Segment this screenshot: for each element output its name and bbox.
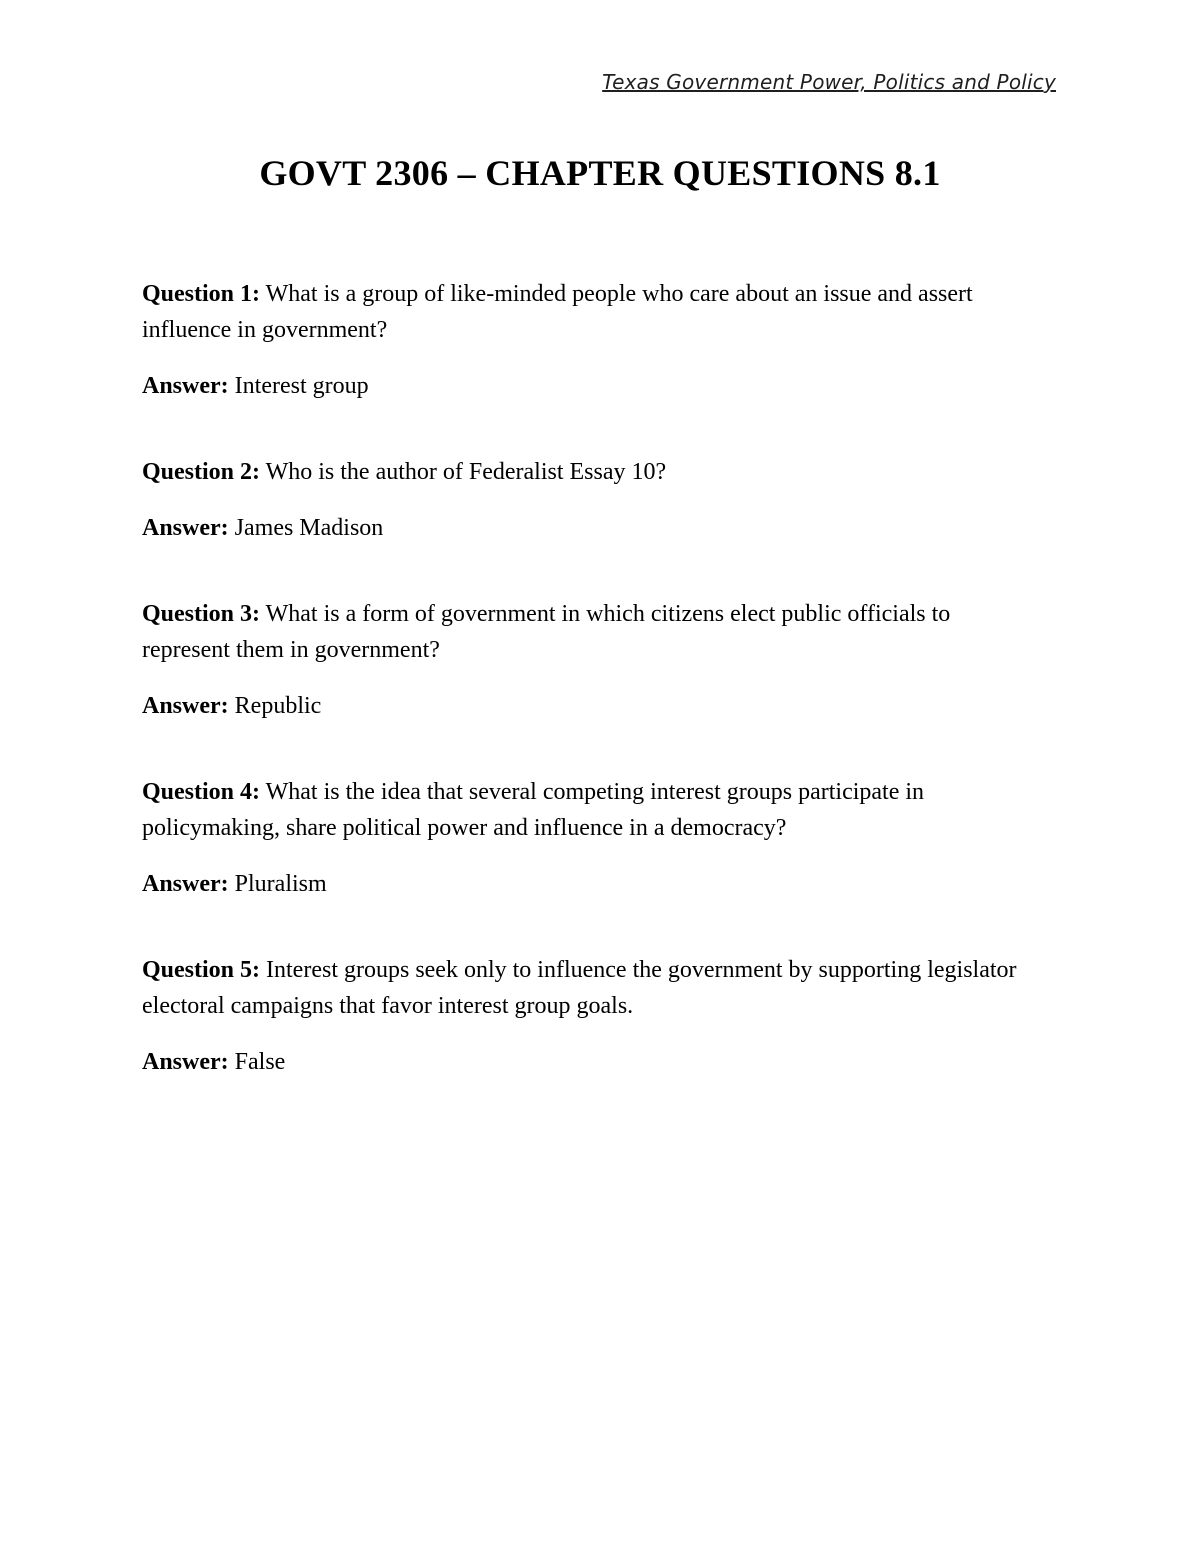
answer-label: Answer: bbox=[142, 515, 229, 541]
question-1 bbox=[142, 276, 1042, 348]
question-text: Who is the author of Federalist Essay 10? bbox=[265, 459, 667, 485]
qa-item-4 bbox=[142, 774, 1042, 902]
qa-item-2 bbox=[142, 454, 1042, 546]
answer-label: Answer: bbox=[142, 1049, 229, 1075]
answer-text: Republic bbox=[234, 693, 322, 719]
question-list bbox=[142, 276, 1042, 1130]
answer-text: False bbox=[234, 1049, 286, 1075]
page-title: GOVT 2306 – CHAPTER QUESTIONS 8.1 bbox=[259, 153, 941, 193]
question-label: Question 4: bbox=[142, 779, 261, 805]
answer-text: Interest group bbox=[234, 373, 369, 399]
question-label: Question 5: bbox=[142, 957, 261, 983]
answer-label: Answer: bbox=[142, 693, 229, 719]
answer-label: Answer: bbox=[142, 871, 229, 897]
question-3 bbox=[142, 596, 1042, 668]
question-label: Question 3: bbox=[142, 601, 261, 627]
question-text: What is the idea that several competing interest groups participate in policymaking, share political power and influence in a democracy? bbox=[142, 779, 925, 841]
qa-item-3 bbox=[142, 596, 1042, 724]
answer-3 bbox=[142, 688, 1042, 724]
question-text: Interest groups seek only to influence the government by supporting legislator electoral campaigns that favor interest group goals. bbox=[142, 957, 1017, 1019]
qa-item-1 bbox=[142, 276, 1042, 404]
question-5 bbox=[142, 952, 1042, 1024]
question-text: What is a group of like-minded people who care about an issue and assert influence in government? bbox=[142, 281, 973, 343]
answer-text: James Madison bbox=[234, 515, 384, 541]
answer-text: Pluralism bbox=[234, 871, 327, 897]
question-4 bbox=[142, 774, 1042, 846]
question-text: What is a form of government in which citizens elect public officials to represent them in government? bbox=[142, 601, 951, 663]
question-label: Question 1: bbox=[142, 281, 261, 307]
qa-item-5 bbox=[142, 952, 1042, 1080]
answer-5 bbox=[142, 1044, 1042, 1080]
question-2 bbox=[142, 454, 1042, 490]
answer-4 bbox=[142, 866, 1042, 902]
question-label: Question 2: bbox=[142, 459, 261, 485]
running-header: Texas Government Power, Politics and Policy bbox=[602, 70, 1056, 94]
answer-1 bbox=[142, 368, 1042, 404]
answer-label: Answer: bbox=[142, 373, 229, 399]
answer-2 bbox=[142, 510, 1042, 546]
